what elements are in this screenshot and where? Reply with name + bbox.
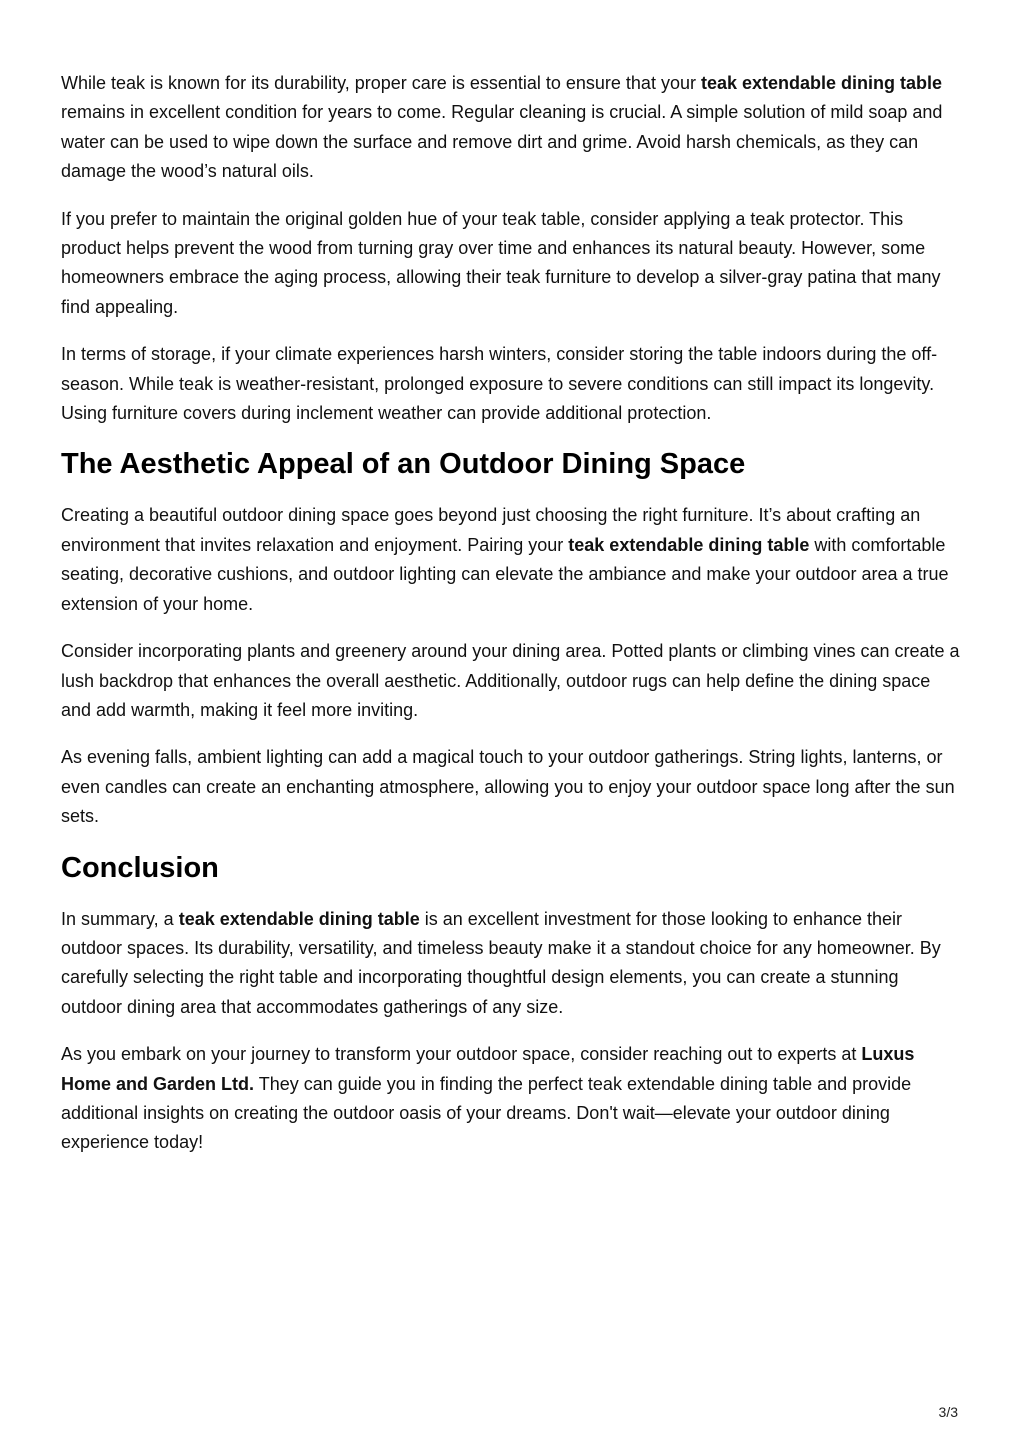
text-run: is an excellent investment for those looking to enhance their outdoor spaces. Its durability, versatility, and timeless beauty make it a standout choice for any homeowner. By carefully selecting the right table and incorporating thoughtful design elements, you can create a stunning outdoor dining area that accommodates gatherings of any size. [61,908,941,1017]
keyword-bold: teak extendable dining table [700,73,943,93]
storage-paragraph: In terms of storage, if your climate experiences harsh winters, consider storing the table indoors during the off-season. While teak is weather-resistant, prolonged exposure to severe conditions can still impact its longevity. Using furniture covers during inclement weather can provide additional protection. [61,344,938,424]
protector-paragraph: If you prefer to maintain the original golden hue of your teak table, consider applying a teak protector. This product helps prevent the wood from turning gray over time and enhances its natural beauty. However, some homeowners embrace the aging process, allowing their teak furniture to develop a silver-gray patina that many find appealing. [61,208,941,317]
conclusion-paragraph-2 [61,1040,963,1158]
text-run: While teak is known for its durability, proper care is essential to ensure that your [61,73,701,93]
document-body [61,69,963,1176]
aesthetic-paragraph-1 [61,501,963,619]
text-run: remains in excellent condition for years to come. Regular cleaning is crucial. A simple solution of mild soap and water can be used to wipe down the surface and remove dirt and grime. Avoid harsh chemicals, as they can damage the wood’s natural oils. [61,102,943,182]
conclusion-heading: Conclusion [61,851,219,884]
aesthetic-heading: The Aesthetic Appeal of an Outdoor Dining Space [61,448,746,481]
keyword-bold: teak extendable dining table [568,534,810,555]
care-paragraph [61,69,963,187]
aesthetic-paragraph-2: Consider incorporating plants and greenery around your dining area. Potted plants or climbing vines can create a lush backdrop that enhances the overall aesthetic. Additionally, outdoor rugs can help define the dining space and add warmth, making it feel more inviting. [61,641,960,720]
company-name-bold: Luxus Home and Garden Ltd. [61,1044,915,1094]
keyword-bold: teak extendable dining table [178,908,420,929]
text-run: with comfortable seating, decorative cushions, and outdoor lighting can elevate the ambiance and make your outdoor area a true extension of your home. [61,534,949,614]
text-run: As you embark on your journey to transform your outdoor space, consider reaching out to experts at [61,1044,862,1065]
conclusion-paragraph-1 [61,905,963,1023]
text-run: Creating a beautiful outdoor dining space goes beyond just choosing the right furniture. It’s about crafting an environment that invites relaxation and enjoyment. Pairing your [61,505,921,555]
page-number: 3/3 [938,1404,958,1420]
aesthetic-paragraph-3: As evening falls, ambient lighting can add a magical touch to your outdoor gatherings. String lights, lanterns, or even candles can create an enchanting atmosphere, allowing you to enjoy your outdoor space long after the sun sets. [61,747,955,827]
text-run: In summary, a [61,908,179,929]
text-run: They can guide you in finding the perfect teak extendable dining table and provide additional insights on creating the outdoor oasis of your dreams. Don't wait—elevate your outdoor dining experience today! [61,1073,912,1153]
